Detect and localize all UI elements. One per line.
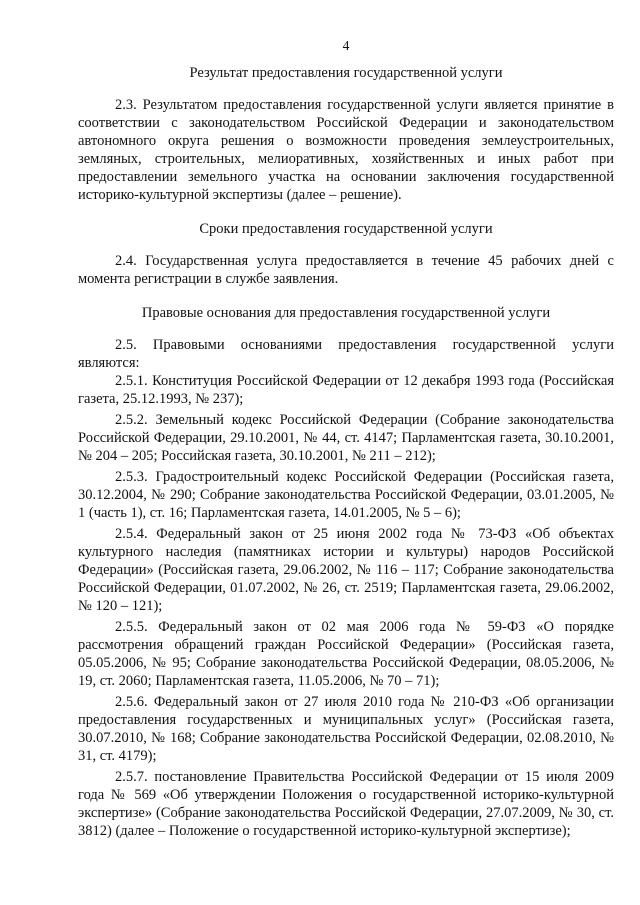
paragraph-2-5: 2.5. Правовыми основаниями предоставления государственной услуги являются: — [78, 337, 614, 371]
paragraph-2-5-4: 2.5.4. Федеральный закон от 25 июня 2002 года № 73-ФЗ «Об объектах культурного наследия (памятниках истории и культуры) народов Российской Федерации» (Российская газета, 29.06.2002, № 116 – 117; Собрание законодательства Российской Федерации, 01.07.2002, № 26, ст. 2519; Парламентская газета, 29.06.2002, № 120 – 121); — [78, 526, 614, 614]
paragraph-2-5-6: 2.5.6. Федеральный закон от 27 июля 2010 года № 210-ФЗ «Об организации предоставления государственных и муниципальных услуг» (Российская газета, 30.07.2010, № 168; Собрание законодательства Российской Федерации, 02.08.2010, № 31, ст. 4179); — [78, 694, 614, 764]
page-number: 4 — [342, 38, 350, 53]
legal-basis-heading: Правовые основания для предоставления государственной услуги — [141, 305, 551, 321]
paragraph-2-5-5: 2.5.5. Федеральный закон от 02 мая 2006 года № 59-ФЗ «О порядке рассмотрения обращений граждан Российской Федерации» (Российская газета, 05.05.2006, № 95; Собрание законодательства Российской Федерации, 08.05.2006, № 19, ст. 2060; Парламентская газета, 11.05.2006, № 70 – 71); — [78, 619, 614, 689]
paragraph-2-4: 2.4. Государственная услуга предоставляется в течение 45 рабочих дней с момента регистрации в службе заявления. — [78, 253, 614, 287]
paragraph-2-3: 2.3. Результатом предоставления государственной услуги является принятие в соответствии с законодательством Российской Федерации и законодательством автономного округа решения о возможности проведения землеустроительных, земляных, строительных, мелиоративных, хозяйственных и иных работ при предоставлении земельного участка на основании заключения государственной историко-культурной экспертизы (далее – решение). — [78, 97, 614, 203]
paragraph-2-5-3: 2.5.3. Градостроительный кодекс Российской Федерации (Российская газета, 30.12.2004, № 290; Собрание законодательства Российской Федерации, 03.01.2005, № 1 (часть 1), ст. 16; Парламентская газета, 14.01.2005, № 5 – 6); — [78, 469, 614, 521]
result-heading: Результат предоставления государственной услуги — [189, 65, 503, 81]
paragraph-2-5-1: 2.5.1. Конституция Российской Федерации от 12 декабря 1993 года (Российская газета, 25.12.1993, № 237); — [78, 373, 614, 407]
paragraph-2-5-2: 2.5.2. Земельный кодекс Российской Федерации (Собрание законодательства Российской Федерации, 29.10.2001, № 44, ст. 4147; Парламентская газета, 30.10.2001, № 204 – 205; Российская газета, 30.10.2001, № 211 – 212); — [78, 412, 614, 464]
terms-heading: Сроки предоставления государственной услуги — [199, 221, 493, 237]
paragraph-2-5-7: 2.5.7. постановление Правительства Российской Федерации от 15 июля 2009 года № 569 «Об утверждении Положения о государственной историко-культурной экспертизе» (Собрание законодательства Российской Федерации, 27.07.2009, № 30, ст. 3812) (далее – Положение о государственной историко-культурной экспертизе); — [78, 769, 614, 839]
document-page — [78, 38, 614, 840]
